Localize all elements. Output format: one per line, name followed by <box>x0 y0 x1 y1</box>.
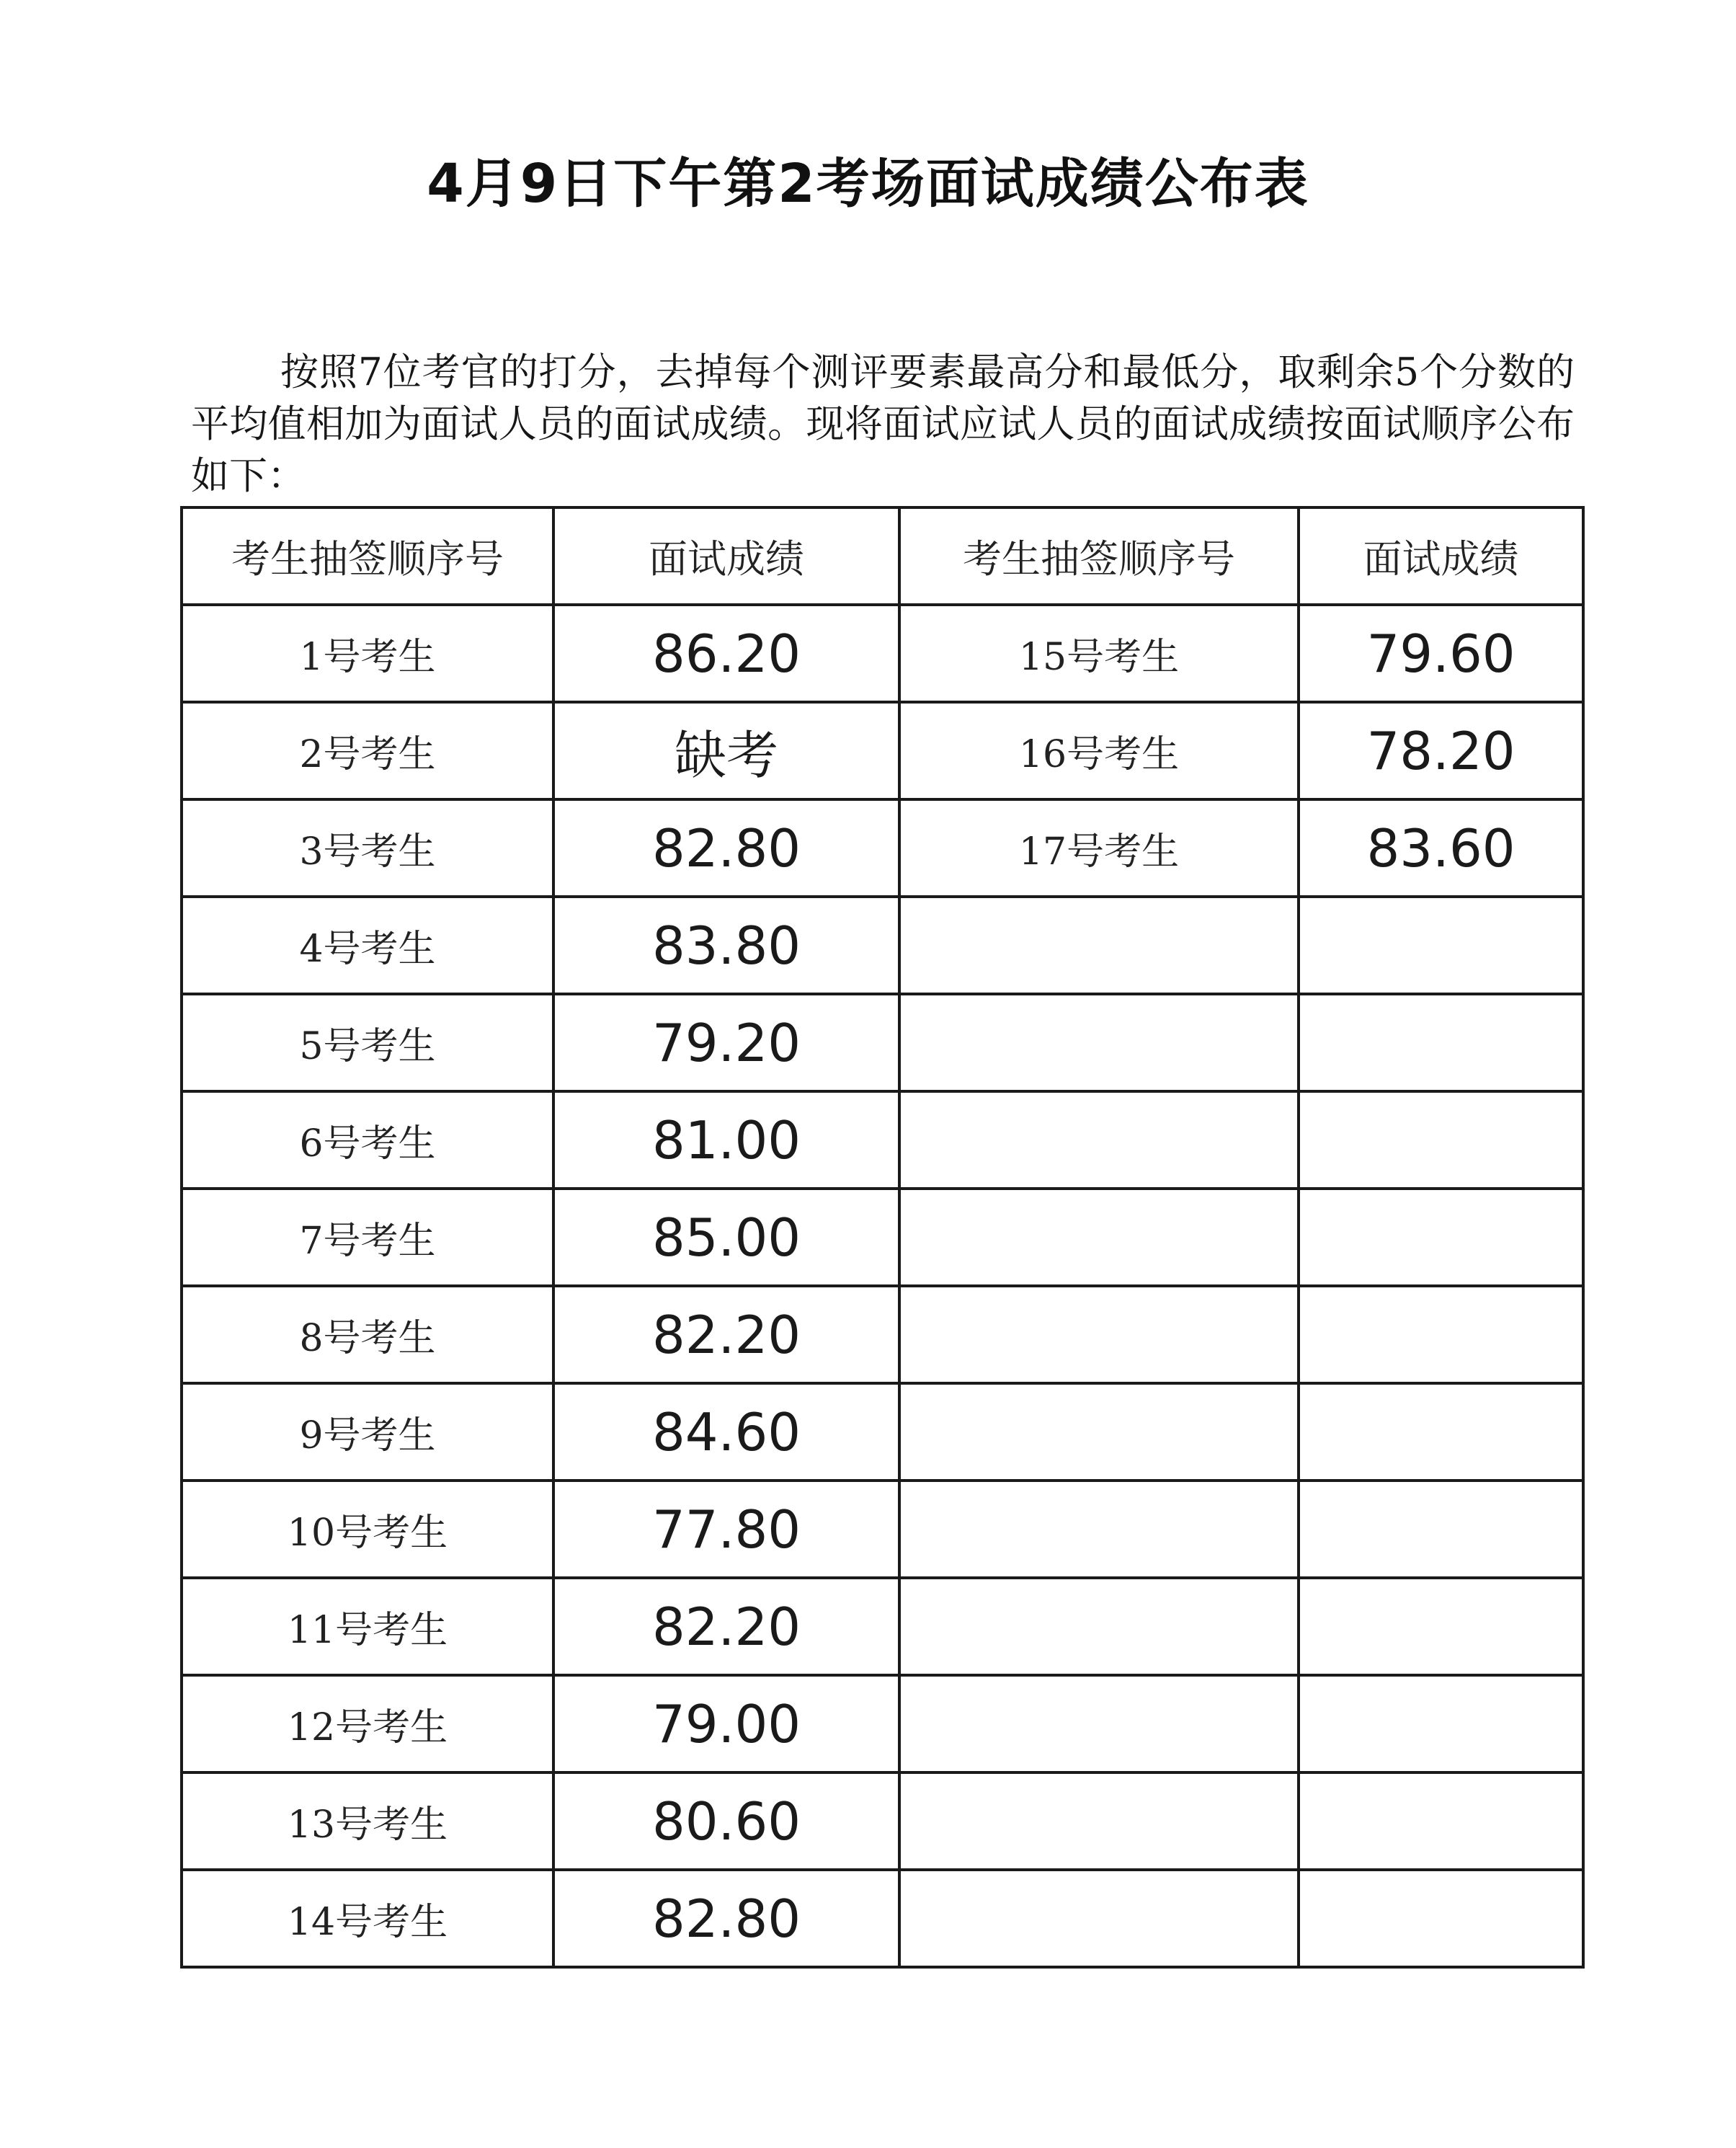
candidate-label-left: 8号考生 <box>182 1286 553 1383</box>
candidate-label-right <box>899 897 1299 994</box>
candidate-label-right <box>899 1383 1299 1481</box>
candidate-score-left: 79.20 <box>553 994 899 1091</box>
header-draw-number-right: 考生抽签顺序号 <box>899 507 1299 605</box>
candidate-label-left: 5号考生 <box>182 994 553 1091</box>
candidate-score-left: 84.60 <box>553 1383 899 1481</box>
candidate-score-right <box>1299 1189 1583 1286</box>
candidate-label-left: 2号考生 <box>182 702 553 799</box>
table-row <box>182 1091 1583 1189</box>
candidate-label-left: 10号考生 <box>182 1481 553 1578</box>
candidate-score-left: 82.80 <box>553 1870 899 1967</box>
candidate-label-left: 13号考生 <box>182 1772 553 1870</box>
candidate-label-left: 9号考生 <box>182 1383 553 1481</box>
candidate-label-left: 11号考生 <box>182 1578 553 1675</box>
header-draw-number-left: 考生抽签顺序号 <box>182 507 553 605</box>
candidate-label-left: 7号考生 <box>182 1189 553 1286</box>
table-header-row <box>182 507 1583 605</box>
candidate-score-left: 81.00 <box>553 1091 899 1189</box>
candidate-score-right <box>1299 1578 1583 1675</box>
candidate-score-right <box>1299 897 1583 994</box>
table-row <box>182 994 1583 1091</box>
candidate-label-right <box>899 1578 1299 1675</box>
candidate-label-left: 6号考生 <box>182 1091 553 1189</box>
table-row <box>182 1383 1583 1481</box>
table-row <box>182 1189 1583 1286</box>
candidate-score-right <box>1299 1870 1583 1967</box>
candidate-score-left: 82.20 <box>553 1578 899 1675</box>
candidate-score-left: 77.80 <box>553 1481 899 1578</box>
candidate-score-right <box>1299 1772 1583 1870</box>
candidate-label-right <box>899 1870 1299 1967</box>
table-row <box>182 1286 1583 1383</box>
candidate-score-right <box>1299 994 1583 1091</box>
candidate-score-right <box>1299 1286 1583 1383</box>
candidate-score-right <box>1299 1481 1583 1578</box>
score-table <box>180 506 1585 1969</box>
header-score-right: 面试成绩 <box>1299 507 1583 605</box>
table-row <box>182 1578 1583 1675</box>
candidate-score-right: 83.60 <box>1299 799 1583 897</box>
candidate-score-left: 79.00 <box>553 1675 899 1772</box>
table-row <box>182 702 1583 799</box>
candidate-label-left: 12号考生 <box>182 1675 553 1772</box>
candidate-label-left: 4号考生 <box>182 897 553 994</box>
table-row <box>182 1675 1583 1772</box>
candidate-label-right: 15号考生 <box>899 605 1299 702</box>
candidate-label-left: 1号考生 <box>182 605 553 702</box>
intro-paragraph: 按照7位考官的打分，去掉每个测评要素最高分和最低分，取剩余5个分数的平均值相加为面试人员的面试成绩。现将面试应试人员的面试成绩按面试顺序公布如下： <box>191 350 1575 498</box>
table-row <box>182 1481 1583 1578</box>
table-row <box>182 1870 1583 1967</box>
candidate-score-right: 78.20 <box>1299 702 1583 799</box>
candidate-label-left: 3号考生 <box>182 799 553 897</box>
candidate-label-right <box>899 994 1299 1091</box>
page-title: 4月9日下午第2考场面试成绩公布表 <box>427 153 1309 215</box>
candidate-label-right <box>899 1286 1299 1383</box>
candidate-score-right: 79.60 <box>1299 605 1583 702</box>
candidate-score-left: 缺考 <box>553 702 899 799</box>
candidate-score-left: 80.60 <box>553 1772 899 1870</box>
table-row <box>182 897 1583 994</box>
candidate-score-left: 82.80 <box>553 799 899 897</box>
table-row <box>182 1772 1583 1870</box>
candidate-score-left: 86.20 <box>553 605 899 702</box>
candidate-score-left: 85.00 <box>553 1189 899 1286</box>
candidate-score-right <box>1299 1091 1583 1189</box>
candidate-label-right <box>899 1481 1299 1578</box>
candidate-label-left: 14号考生 <box>182 1870 553 1967</box>
candidate-label-right <box>899 1772 1299 1870</box>
table-row <box>182 799 1583 897</box>
candidate-score-right <box>1299 1383 1583 1481</box>
candidate-label-right <box>899 1675 1299 1772</box>
candidate-score-left: 83.80 <box>553 897 899 994</box>
candidate-label-right: 16号考生 <box>899 702 1299 799</box>
candidate-score-right <box>1299 1675 1583 1772</box>
header-score-left: 面试成绩 <box>553 507 899 605</box>
candidate-score-left: 82.20 <box>553 1286 899 1383</box>
candidate-label-right <box>899 1189 1299 1286</box>
candidate-label-right: 17号考生 <box>899 799 1299 897</box>
candidate-label-right <box>899 1091 1299 1189</box>
table-row <box>182 605 1583 702</box>
score-table-body <box>182 605 1583 1967</box>
